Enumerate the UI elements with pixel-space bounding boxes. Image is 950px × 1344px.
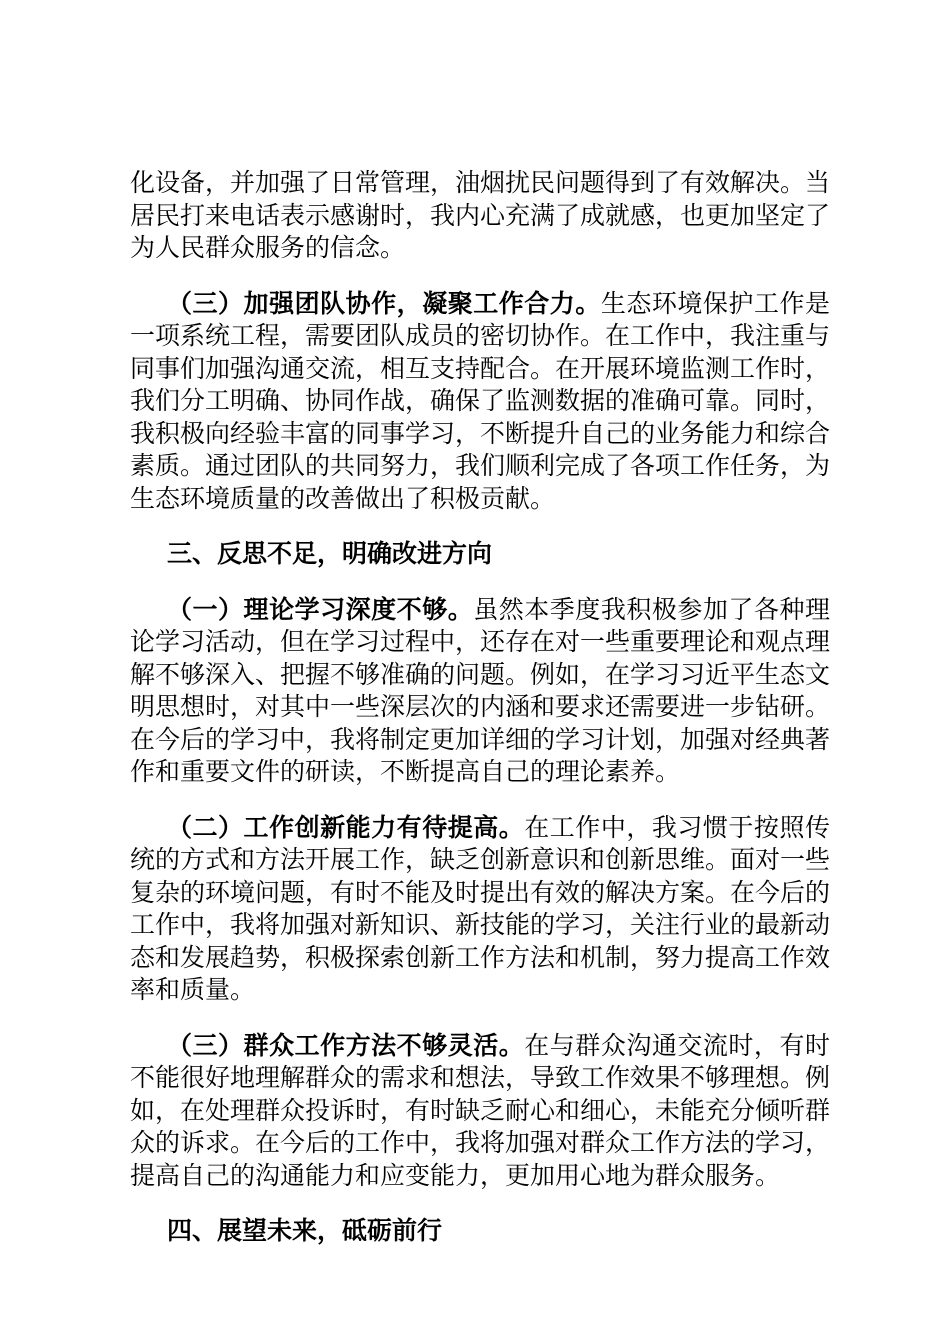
paragraph-text: 生态环境保护工作是一项系统工程，需要团队成员的密切协作。在工作中，我注重与同事们加强沟通交流，相互支持配合。在开展环境监测工作时，我们分工明确、协同作战，确保了监测数据的准确可靠。同时，我积极向经验丰富的同事学习，不断提升自己的业务能力和综合素质。通过团队的共同努力，我们顺利完成了各项工作任务，为生态环境质量的改善做出了积极贡献。 <box>130 288 831 513</box>
paragraph-continued <box>130 167 830 265</box>
paragraph-lead: （三）群众工作方法不够灵活。 <box>167 1030 525 1060</box>
paragraph-mass-work <box>130 1030 830 1193</box>
paragraph-theory-study <box>130 594 830 789</box>
paragraph-lead: （一）理论学习深度不够。 <box>167 594 474 624</box>
paragraph-text: 虽然本季度我积极参加了各种理论学习活动，但在学习过程中，还存在对一些重要理论和观点理解不够深入、把握不够准确的问题。例如，在学习习近平生态文明思想时，对其中一些深层次的内涵和要求还需要进一步钻研。在今后的学习中，我将制定更加详细的学习计划，加强对经典著作和重要文件的研读，不断提高自己的理论素养。 <box>130 594 831 786</box>
paragraph-innovation <box>130 812 830 1007</box>
paragraph-lead: （二）工作创新能力有待提高。 <box>167 812 525 842</box>
section-heading-reflection: 三、反思不足，明确改进方向 <box>167 539 493 568</box>
section-heading-outlook: 四、展望未来，砥砺前行 <box>167 1216 443 1245</box>
document-page <box>130 167 830 1271</box>
paragraph-team-collaboration <box>130 288 830 516</box>
paragraph-text: 化设备，并加强了日常管理，油烟扰民问题得到了有效解决。当居民打来电话表示感谢时，我内心充满了成就感，也更加坚定了为人民群众服务的信念。 <box>130 168 831 262</box>
paragraph-lead: （三）加强团队协作，凝聚工作合力。 <box>167 288 601 318</box>
paragraph-text: 在与群众沟通交流时，有时不能很好地理解群众的需求和想法，导致工作效果不够理想。例如，在处理群众投诉时，有时缺乏耐心和细心，未能充分倾听群众的诉求。在今后的工作中，我将加强对群众工作方法的学习，提高自己的沟通能力和应变能力，更加用心地为群众服务。 <box>130 1030 831 1190</box>
paragraph-text: 在工作中，我习惯于按照传统的方式和方法开展工作，缺乏创新意识和创新思维。面对一些复杂的环境问题，有时不能及时提出有效的解决方案。在今后的工作中，我将加强对新知识、新技能的学习，关注行业的最新动态和发展趋势，积极探索创新工作方法和机制，努力提高工作效率和质量。 <box>130 812 831 1004</box>
